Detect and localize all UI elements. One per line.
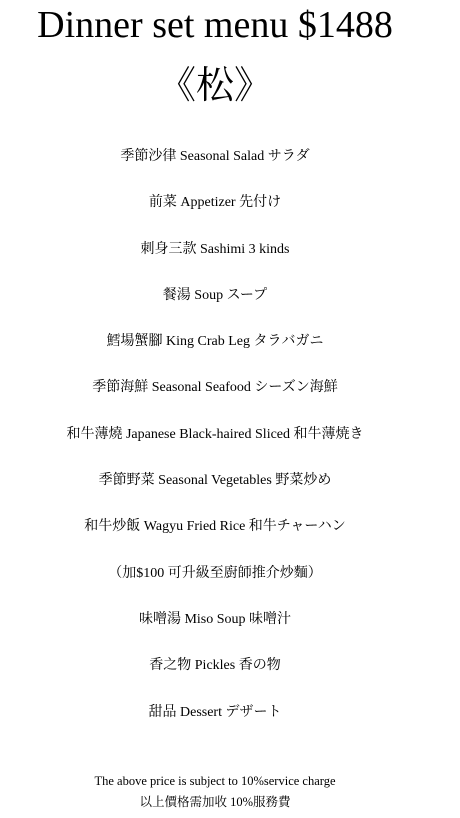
course-dessert: 甜品 Dessert デザート bbox=[148, 704, 282, 720]
service-charge-note-en: The above price is subject to 10%service charge bbox=[94, 774, 336, 788]
course-salad: 季節沙律 Seasonal Salad サラダ bbox=[120, 149, 310, 164]
course-upgrade-note: （加$100 可升級至廚師推介炒麵） bbox=[108, 565, 322, 581]
course-pickles: 香之物 Pickles 香の物 bbox=[149, 658, 281, 674]
course-list bbox=[0, 145, 430, 747]
course-seasonal-seafood: 季節海鮮 Seasonal Seafood シーズン海鮮 bbox=[92, 380, 338, 396]
course-soup: 餐湯 Soup スープ bbox=[162, 287, 268, 303]
service-charge-note-zh: 以上價格需加收 10%服務費 bbox=[139, 795, 291, 809]
course-king-crab-leg: 鱈場蟹腳 King Crab Leg タラバガニ bbox=[106, 334, 324, 350]
menu-title: Dinner set menu $1488 bbox=[37, 4, 393, 46]
course-sashimi: 刺身三款 Sashimi 3 kinds bbox=[140, 241, 290, 257]
course-appetizer: 前菜 Appetizer 先付け bbox=[148, 195, 282, 211]
course-wagyu-fried-rice: 和牛炒飯 Wagyu Fried Rice 和牛チャーハン bbox=[84, 519, 346, 535]
course-miso-soup: 味噌湯 Miso Soup 味噌汁 bbox=[138, 611, 292, 627]
menu-subtitle: 《松》 bbox=[157, 63, 272, 107]
service-charge-note bbox=[0, 771, 430, 813]
course-seasonal-vegetables: 季節野菜 Seasonal Vegetables 野菜炒め bbox=[98, 473, 332, 489]
course-wagyu-sliced: 和牛薄燒 Japanese Black-haired Sliced 和牛薄焼き bbox=[66, 426, 364, 442]
